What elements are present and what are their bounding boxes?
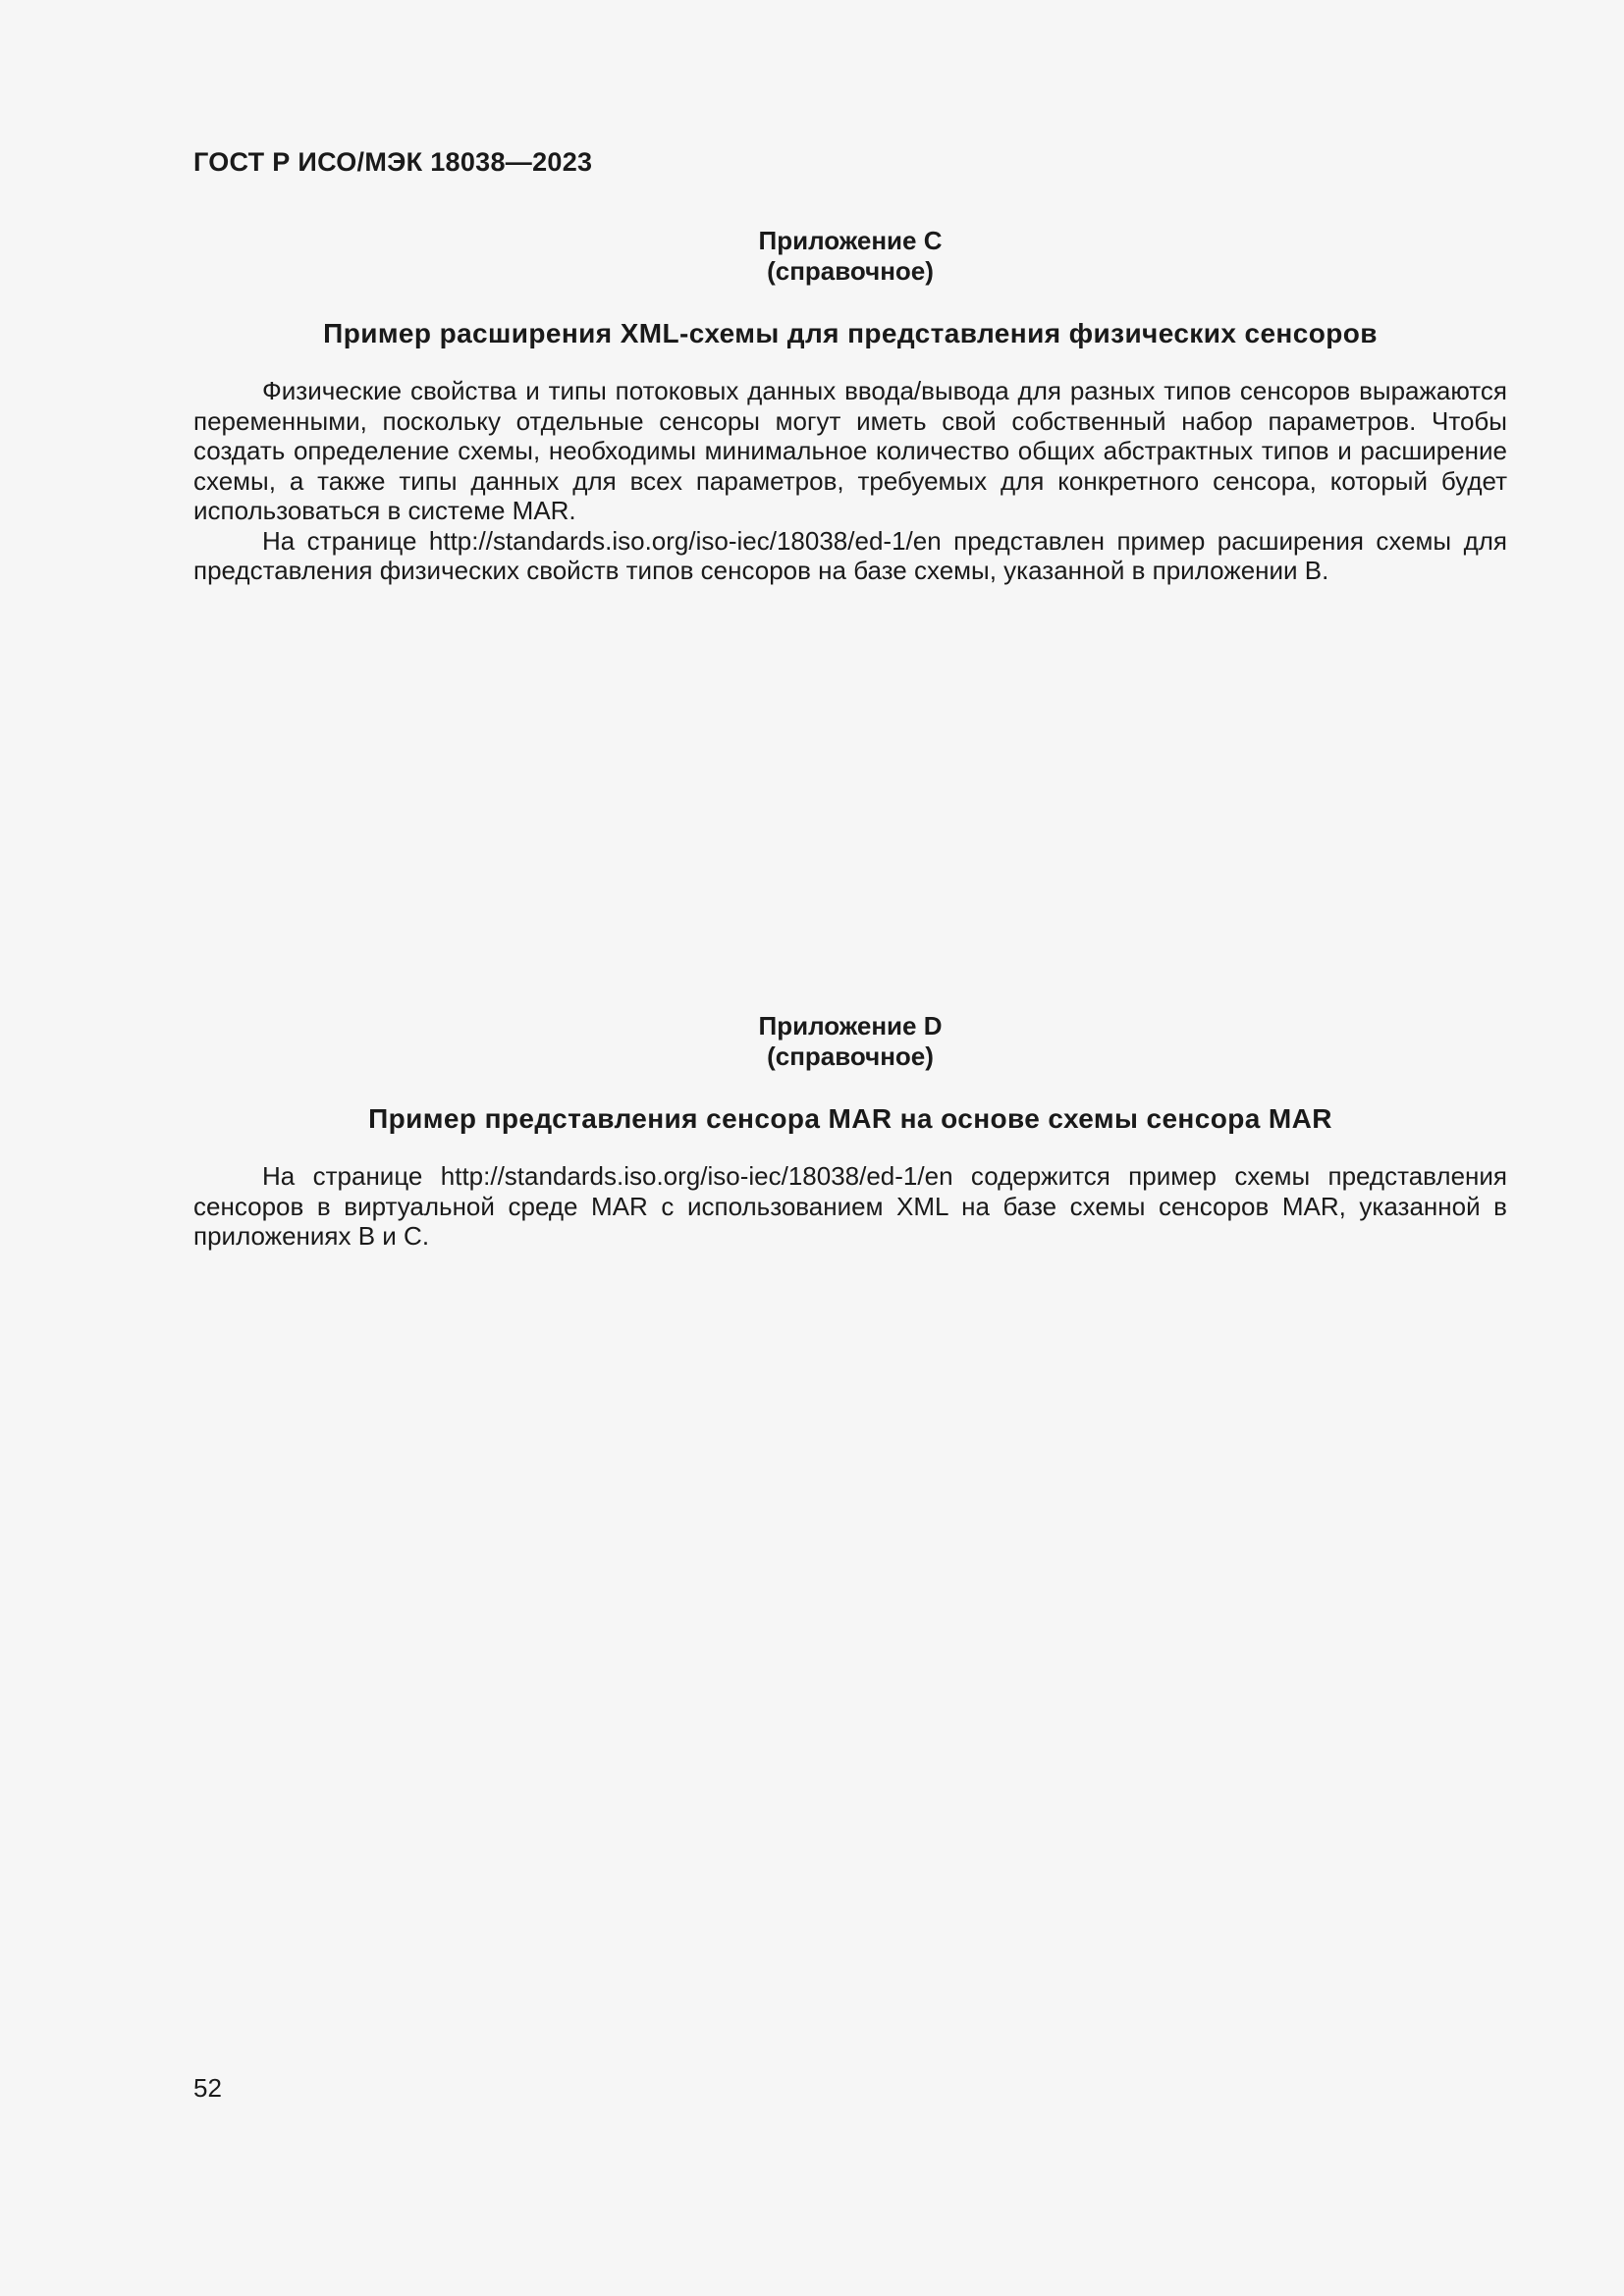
appendix-d-paragraph: На странице http://standards.iso.org/iso-iec/18038/ed-1/en содержится пример схемы представления сенсоров в виртуальной среде MAR с использованием XML на базе схемы сенсоров MAR, указанной в приложениях В и С.: [193, 1161, 1507, 1251]
appendix-c-paragraph: Физические свойства и типы потоковых данных ввода/вывода для разных типов сенсоров выражаются переменными, поскольку отдельные сенсоры могут иметь свой собственный набор параметров. Чтобы создать определение схемы, необходимы минимальное количество общих абстрактных типов и расширение схемы, а также типы данных для всех параметров, требуемых для конкретного сенсора, который будет использоваться в системе MAR.: [193, 376, 1507, 525]
page-number: 52: [193, 2073, 222, 2103]
appendix-c-title: Пример расширения XML-схемы для представления физических сенсоров: [323, 318, 1378, 348]
appendix-c-label: Приложение С: [758, 226, 943, 255]
appendix-c-paragraph: На странице http://standards.iso.org/iso-iec/18038/ed-1/en представлен пример расширения схемы для представления физических свойств типов сенсоров на базе схемы, указанной в приложении В.: [193, 525, 1507, 585]
appendix-d-status: (справочное): [767, 1041, 934, 1071]
document-header: ГОСТ Р ИСО/МЭК 18038—2023: [193, 147, 593, 177]
appendix-d: [193, 1011, 1507, 1252]
appendix-c-status: (справочное): [767, 256, 934, 286]
appendix-d-body: [193, 1161, 1507, 1252]
appendix-c-body: [193, 376, 1507, 586]
appendix-c: [193, 226, 1507, 586]
appendix-d-label: Приложение D: [758, 1011, 943, 1041]
appendix-d-title: Пример представления сенсора MAR на основе схемы сенсора MAR: [368, 1103, 1332, 1134]
